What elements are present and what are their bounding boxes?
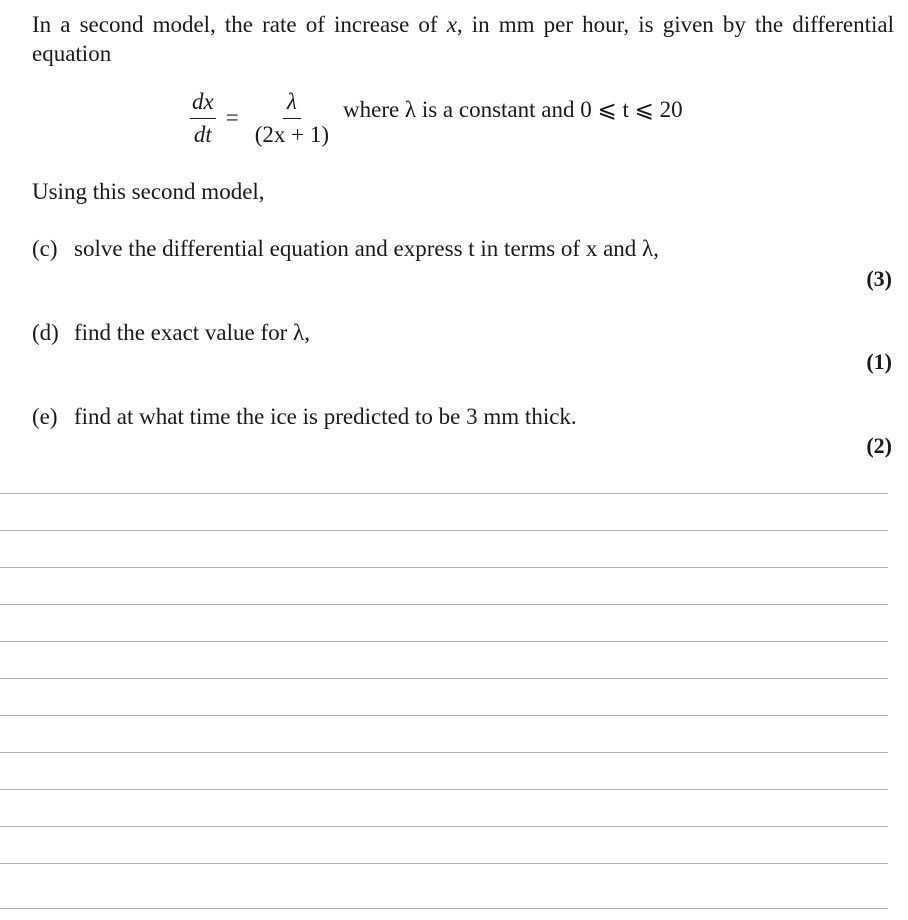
part-c-label: (c) (32, 236, 58, 261)
answer-line[interactable] (0, 752, 888, 753)
answer-line[interactable] (0, 604, 888, 605)
part-e-label: (e) (32, 404, 58, 429)
answer-line[interactable] (0, 493, 888, 494)
answer-line[interactable] (0, 863, 888, 864)
intro-variable-x: x (446, 12, 457, 37)
equation-condition: where λ is a constant and 0 ⩽ t ⩽ 20 (343, 97, 683, 122)
part-d-text: find the exact value for λ, (74, 320, 310, 345)
part-d-label: (d) (32, 320, 59, 345)
answer-line[interactable] (0, 530, 888, 531)
part-d-marks: (1) (866, 349, 892, 374)
lhs-numerator: dx (190, 89, 216, 119)
intro-text-start: In a second model, the rate of increase of (32, 12, 447, 37)
intro-paragraph (32, 10, 894, 68)
part-e-marks: (2) (866, 433, 892, 458)
lhs-denominator: dt (193, 121, 212, 147)
answer-line[interactable] (0, 567, 888, 568)
rhs-denominator: (2x + 1) (254, 121, 329, 147)
lhs-fraction (190, 89, 216, 148)
part-c-marks: (3) (866, 266, 892, 291)
rhs-numerator: λ (283, 89, 301, 119)
answer-line[interactable] (0, 789, 888, 790)
answer-line[interactable] (0, 826, 888, 827)
part-c-text: solve the differential equation and express t in terms of x and λ, (74, 236, 659, 261)
answer-line[interactable] (0, 715, 888, 716)
answer-line[interactable] (0, 641, 888, 642)
intro-text-end: , in mm per hour, is given by the differential equation (32, 12, 894, 66)
lead-in-text: Using this second model, (32, 179, 265, 204)
part-e-text: find at what time the ice is predicted to be 3 mm thick. (74, 404, 577, 429)
differential-equation (190, 86, 683, 150)
rhs-fraction (251, 89, 333, 148)
equals-sign: = (225, 105, 239, 130)
answer-line[interactable] (0, 908, 888, 909)
answer-line[interactable] (0, 678, 888, 679)
